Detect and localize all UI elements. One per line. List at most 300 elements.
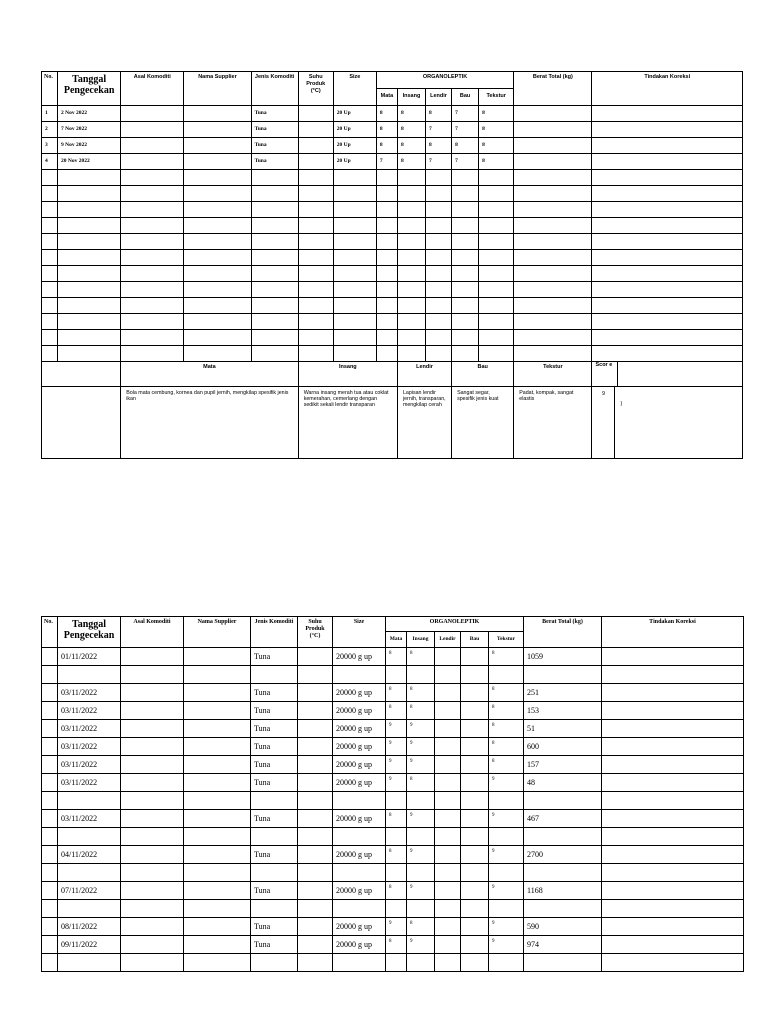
header-berat: Berat Total (kg) <box>514 72 592 106</box>
cell-suhu <box>298 346 333 362</box>
cell-mata: 9 <box>386 918 407 936</box>
cell-tanggal <box>58 202 121 218</box>
header-lendir: Lendir <box>426 89 452 106</box>
cell-tanggal <box>58 314 121 330</box>
cell-suhu <box>298 936 333 954</box>
cell-size: 20 Up <box>333 106 376 122</box>
cell-asal <box>121 792 184 810</box>
cell-mata <box>376 250 397 266</box>
cell-mata: 8 <box>386 882 407 900</box>
header-supplier: Nama Supplier <box>184 72 251 106</box>
header-organoleptik: ORGANOLEPTIK <box>376 72 513 89</box>
cell-berat: 251 <box>524 684 602 702</box>
cell-no <box>42 684 58 702</box>
cell-suhu <box>298 106 333 122</box>
cell-bau <box>452 298 479 314</box>
cell-no <box>42 298 58 314</box>
cell-tanggal <box>58 234 121 250</box>
cell-lendir <box>426 186 452 202</box>
cell-mata: 8 <box>386 936 407 954</box>
legend-lendir-desc: Lapisan lendir jernih, transparan, mengkilap cerah <box>397 387 451 459</box>
cell-berat: 974 <box>524 936 602 954</box>
cell-tekstur: 9 <box>489 936 524 954</box>
table-2-body <box>42 648 744 972</box>
cell-mata <box>376 298 397 314</box>
cell-jenis: Tuna <box>251 138 298 154</box>
cell-berat <box>524 900 602 918</box>
cell-suhu <box>298 828 333 846</box>
cell-mata <box>376 346 397 362</box>
cell-lendir <box>435 954 461 972</box>
cell-tekstur <box>479 266 514 282</box>
cell-size <box>333 346 376 362</box>
legend-blank <box>42 362 121 387</box>
cell-berat: 590 <box>524 918 602 936</box>
cell-asal <box>121 250 184 266</box>
cell-tekstur <box>489 864 524 882</box>
legend-score-label: Scor e <box>592 362 618 386</box>
cell-tanggal: 7 Nov 2022 <box>58 122 121 138</box>
cell-jenis: Tuna <box>251 648 298 666</box>
legend-insang-label: Insang <box>298 362 397 387</box>
t2-header-tanggal: Tanggal Pengecekan <box>58 617 121 648</box>
cell-lendir <box>435 846 461 864</box>
cell-supplier <box>184 330 251 346</box>
cell-insang: 9 <box>407 810 435 828</box>
cell-suhu <box>298 720 333 738</box>
cell-tanggal: 03/11/2022 <box>58 756 121 774</box>
cell-suhu <box>298 330 333 346</box>
t2-header-organoleptik: ORGANOLEPTIK <box>386 617 524 632</box>
cell-size <box>333 282 376 298</box>
cell-jenis <box>251 218 298 234</box>
cell-suhu <box>298 170 333 186</box>
quality-check-table-1 <box>41 71 743 459</box>
header-tekstur: Tekstur <box>479 89 514 106</box>
cell-size: 20000 g up <box>333 738 386 756</box>
cell-no <box>42 954 58 972</box>
cell-size: 20000 g up <box>333 648 386 666</box>
cell-insang: 9 <box>407 738 435 756</box>
cell-no <box>42 756 58 774</box>
cell-insang: 9 <box>407 756 435 774</box>
cell-berat <box>514 330 592 346</box>
cell-mata: 8 <box>386 702 407 720</box>
cell-bau <box>452 346 479 362</box>
cell-berat <box>514 218 592 234</box>
cell-berat: 2700 <box>524 846 602 864</box>
header-jenis: Jenis Komoditi <box>251 72 298 106</box>
cell-tekstur <box>479 314 514 330</box>
cell-lendir <box>426 346 452 362</box>
cell-supplier <box>184 666 251 684</box>
cell-size <box>333 202 376 218</box>
cell-insang <box>397 218 425 234</box>
cell-tanggal: 9 Nov 2022 <box>58 138 121 154</box>
cell-size <box>333 900 386 918</box>
cell-supplier <box>184 846 251 864</box>
cell-asal <box>121 122 184 138</box>
cell-no <box>42 774 58 792</box>
cell-suhu <box>298 298 333 314</box>
header-bau: Bau <box>452 89 479 106</box>
table-row <box>42 298 743 314</box>
cell-insang: 9 <box>407 846 435 864</box>
cell-asal <box>121 720 184 738</box>
cell-tanggal: 03/11/2022 <box>58 720 121 738</box>
cell-insang <box>407 828 435 846</box>
cell-mata <box>376 218 397 234</box>
cell-insang: 8 <box>397 122 425 138</box>
cell-berat <box>524 792 602 810</box>
cell-tindakan <box>592 266 743 282</box>
cell-tanggal <box>58 864 121 882</box>
cell-jenis: Tuna <box>251 106 298 122</box>
cell-tindakan <box>602 936 744 954</box>
cell-tanggal <box>58 298 121 314</box>
cell-size: 20000 g up <box>333 846 386 864</box>
cell-lendir <box>435 720 461 738</box>
cell-asal <box>121 138 184 154</box>
cell-tekstur <box>479 170 514 186</box>
cell-suhu <box>298 154 333 170</box>
table-row <box>42 266 743 282</box>
cell-suhu <box>298 234 333 250</box>
cell-mata <box>376 170 397 186</box>
cell-supplier <box>184 314 251 330</box>
legend-bau-desc: Sangat segar, spesifik jenis kuat <box>452 387 514 459</box>
legend-lendir-label: Lendir <box>397 362 451 387</box>
cell-tanggal <box>58 900 121 918</box>
cell-jenis: Tuna <box>251 702 298 720</box>
cell-insang: 9 <box>407 720 435 738</box>
cell-no <box>42 186 58 202</box>
cell-tekstur: 9 <box>489 882 524 900</box>
cell-lendir <box>435 684 461 702</box>
cell-insang <box>397 330 425 346</box>
header-suhu: Suhu Produk (°C) <box>298 72 333 106</box>
cell-asal <box>121 846 184 864</box>
cell-jenis <box>251 250 298 266</box>
cell-asal <box>121 170 184 186</box>
cell-suhu <box>298 266 333 282</box>
cell-mata: 8 <box>376 122 397 138</box>
cell-size <box>333 186 376 202</box>
cell-tindakan <box>602 720 744 738</box>
cell-berat <box>514 250 592 266</box>
cell-tanggal: 03/11/2022 <box>58 774 121 792</box>
cell-no <box>42 702 58 720</box>
cell-suhu <box>298 218 333 234</box>
cell-lendir <box>435 738 461 756</box>
cell-no <box>42 936 58 954</box>
cell-size <box>333 266 376 282</box>
cell-supplier <box>184 266 251 282</box>
t2-header-jenis: Jenis Komoditi <box>251 617 298 648</box>
cell-supplier <box>184 186 251 202</box>
cell-mata <box>386 828 407 846</box>
cell-tindakan <box>592 170 743 186</box>
cell-tindakan <box>602 738 744 756</box>
cell-supplier <box>184 154 251 170</box>
cell-asal <box>121 298 184 314</box>
cell-berat <box>524 954 602 972</box>
cell-lendir <box>435 792 461 810</box>
table-row <box>42 314 743 330</box>
cell-tekstur <box>489 954 524 972</box>
cell-no <box>42 666 58 684</box>
t2-header-tekstur: Tekstur <box>489 632 524 648</box>
cell-lendir <box>435 810 461 828</box>
cell-no <box>42 170 58 186</box>
table-row <box>42 900 744 918</box>
table-row <box>42 738 744 756</box>
cell-mata <box>376 234 397 250</box>
cell-insang: 9 <box>407 936 435 954</box>
cell-bau <box>461 792 489 810</box>
cell-jenis <box>251 828 298 846</box>
cell-suhu <box>298 202 333 218</box>
header-insang: Insang <box>397 89 425 106</box>
cell-lendir <box>426 314 452 330</box>
cell-suhu <box>298 702 333 720</box>
cell-tekstur: 8 <box>489 684 524 702</box>
cell-supplier <box>184 774 251 792</box>
cell-size <box>333 298 376 314</box>
cell-tindakan <box>592 346 743 362</box>
cell-mata: 9 <box>386 756 407 774</box>
cell-bau <box>461 684 489 702</box>
cell-asal <box>121 738 184 756</box>
cell-mata: 7 <box>376 154 397 170</box>
cell-mata <box>386 792 407 810</box>
cell-lendir <box>435 900 461 918</box>
cell-mata <box>386 900 407 918</box>
cell-size <box>333 314 376 330</box>
t2-header-asal: Asal Komoditi <box>121 617 184 648</box>
cell-size: 20000 g up <box>333 882 386 900</box>
cell-berat: 157 <box>524 756 602 774</box>
cell-bau <box>461 900 489 918</box>
cell-lendir <box>435 666 461 684</box>
legend-score-value: 9 <box>592 387 615 458</box>
cell-asal <box>121 218 184 234</box>
t2-header-berat: Berat Total (kg) <box>524 617 602 648</box>
table-row <box>42 882 744 900</box>
cell-mata <box>376 266 397 282</box>
cell-supplier <box>184 202 251 218</box>
cell-insang: 8 <box>407 702 435 720</box>
cell-tindakan <box>592 330 743 346</box>
cell-no <box>42 266 58 282</box>
cell-size: 20000 g up <box>333 702 386 720</box>
table-row <box>42 282 743 298</box>
cell-jenis <box>251 282 298 298</box>
cell-suhu <box>298 666 333 684</box>
cell-suhu <box>298 882 333 900</box>
cell-supplier <box>184 882 251 900</box>
cell-no <box>42 738 58 756</box>
table-row <box>42 918 744 936</box>
cell-insang <box>407 954 435 972</box>
cell-insang: 8 <box>397 138 425 154</box>
cell-berat <box>514 314 592 330</box>
cell-size <box>333 330 376 346</box>
cell-suhu <box>298 756 333 774</box>
cell-jenis: Tuna <box>251 846 298 864</box>
cell-mata: 9 <box>386 738 407 756</box>
cell-berat <box>514 202 592 218</box>
cell-berat: 51 <box>524 720 602 738</box>
cell-no <box>42 882 58 900</box>
quality-check-table-2 <box>41 616 744 972</box>
cell-tanggal: 01/11/2022 <box>58 648 121 666</box>
cell-bau <box>452 330 479 346</box>
cell-bau <box>461 954 489 972</box>
cell-bau <box>461 666 489 684</box>
cell-berat <box>514 346 592 362</box>
cell-no <box>42 792 58 810</box>
cell-asal <box>121 702 184 720</box>
cell-no <box>42 648 58 666</box>
cell-bau <box>452 314 479 330</box>
cell-tekstur: 8 <box>489 648 524 666</box>
cell-tindakan <box>602 792 744 810</box>
cell-jenis: Tuna <box>251 774 298 792</box>
cell-tindakan <box>602 864 744 882</box>
cell-tindakan <box>602 810 744 828</box>
cell-bau <box>461 936 489 954</box>
cell-asal <box>121 882 184 900</box>
cell-bau <box>452 186 479 202</box>
header-mata: Mata <box>376 89 397 106</box>
cell-insang <box>397 282 425 298</box>
cell-tanggal <box>58 170 121 186</box>
cell-tekstur: 9 <box>489 810 524 828</box>
cell-bau <box>461 756 489 774</box>
cell-jenis <box>251 298 298 314</box>
cell-insang <box>397 202 425 218</box>
table-row <box>42 720 744 738</box>
cell-tanggal <box>58 666 121 684</box>
table-row <box>42 330 743 346</box>
cell-insang <box>397 170 425 186</box>
cell-tekstur <box>479 234 514 250</box>
cell-suhu <box>298 864 333 882</box>
cell-supplier <box>184 346 251 362</box>
cell-insang: 8 <box>397 106 425 122</box>
cell-asal <box>121 282 184 298</box>
cell-suhu <box>298 738 333 756</box>
cell-no: 4 <box>42 154 58 170</box>
cell-supplier <box>184 954 251 972</box>
cell-no <box>42 828 58 846</box>
cell-tekstur: 8 <box>479 106 514 122</box>
cell-insang <box>397 186 425 202</box>
cell-tindakan <box>602 756 744 774</box>
cell-berat <box>514 138 592 154</box>
cell-suhu <box>298 954 333 972</box>
cell-tanggal <box>58 954 121 972</box>
cell-mata <box>386 864 407 882</box>
table-row <box>42 828 744 846</box>
cell-no <box>42 864 58 882</box>
cell-suhu <box>298 684 333 702</box>
cell-berat: 48 <box>524 774 602 792</box>
cell-asal <box>121 756 184 774</box>
cell-no <box>42 250 58 266</box>
table-row <box>42 154 743 170</box>
cell-suhu <box>298 122 333 138</box>
legend-bau-label: Bau <box>452 362 514 387</box>
cell-size <box>333 250 376 266</box>
cell-tindakan <box>602 702 744 720</box>
cell-mata: 8 <box>386 648 407 666</box>
cell-tindakan <box>592 298 743 314</box>
table-row <box>42 864 744 882</box>
table-row <box>42 846 744 864</box>
cell-jenis: Tuna <box>251 720 298 738</box>
cell-tindakan <box>602 882 744 900</box>
cell-asal <box>121 346 184 362</box>
cell-bau <box>452 282 479 298</box>
cell-suhu <box>298 774 333 792</box>
cell-suhu <box>298 186 333 202</box>
cell-asal <box>121 202 184 218</box>
cell-jenis: Tuna <box>251 738 298 756</box>
cell-tanggal: 04/11/2022 <box>58 846 121 864</box>
cell-size <box>333 828 386 846</box>
cell-tekstur: 8 <box>479 154 514 170</box>
cell-asal <box>121 900 184 918</box>
table-row <box>42 234 743 250</box>
cell-tindakan <box>602 666 744 684</box>
cell-jenis <box>251 202 298 218</box>
cell-bau: 7 <box>452 122 479 138</box>
cell-jenis: Tuna <box>251 918 298 936</box>
table-row <box>42 774 744 792</box>
cell-bau <box>461 648 489 666</box>
cell-insang: 9 <box>407 882 435 900</box>
cell-mata: 8 <box>376 106 397 122</box>
cell-size: 20 Up <box>333 154 376 170</box>
cell-tindakan <box>592 154 743 170</box>
cell-jenis <box>251 864 298 882</box>
cell-bau <box>452 266 479 282</box>
legend-tekstur-desc: Padat, kompak, sangat elastis <box>514 387 592 459</box>
cell-tekstur: 8 <box>489 702 524 720</box>
cell-suhu <box>298 282 333 298</box>
cell-asal <box>121 648 184 666</box>
table-row <box>42 122 743 138</box>
cell-bau <box>452 218 479 234</box>
cell-tanggal: 20 Nov 2022 <box>58 154 121 170</box>
cell-berat <box>514 106 592 122</box>
cell-mata: 8 <box>386 846 407 864</box>
cell-tekstur <box>479 346 514 362</box>
table-row <box>42 138 743 154</box>
cell-tindakan <box>592 202 743 218</box>
cell-tindakan <box>592 138 743 154</box>
cell-jenis <box>251 900 298 918</box>
cell-no <box>42 218 58 234</box>
cell-supplier <box>184 218 251 234</box>
cell-supplier <box>184 702 251 720</box>
cell-insang <box>407 864 435 882</box>
cell-size <box>333 218 376 234</box>
legend-mata-desc: Bola mata cembung, kornea dan pupil jernih, mengkilap spesifik jenis ikan <box>121 387 298 459</box>
cell-tanggal <box>58 266 121 282</box>
